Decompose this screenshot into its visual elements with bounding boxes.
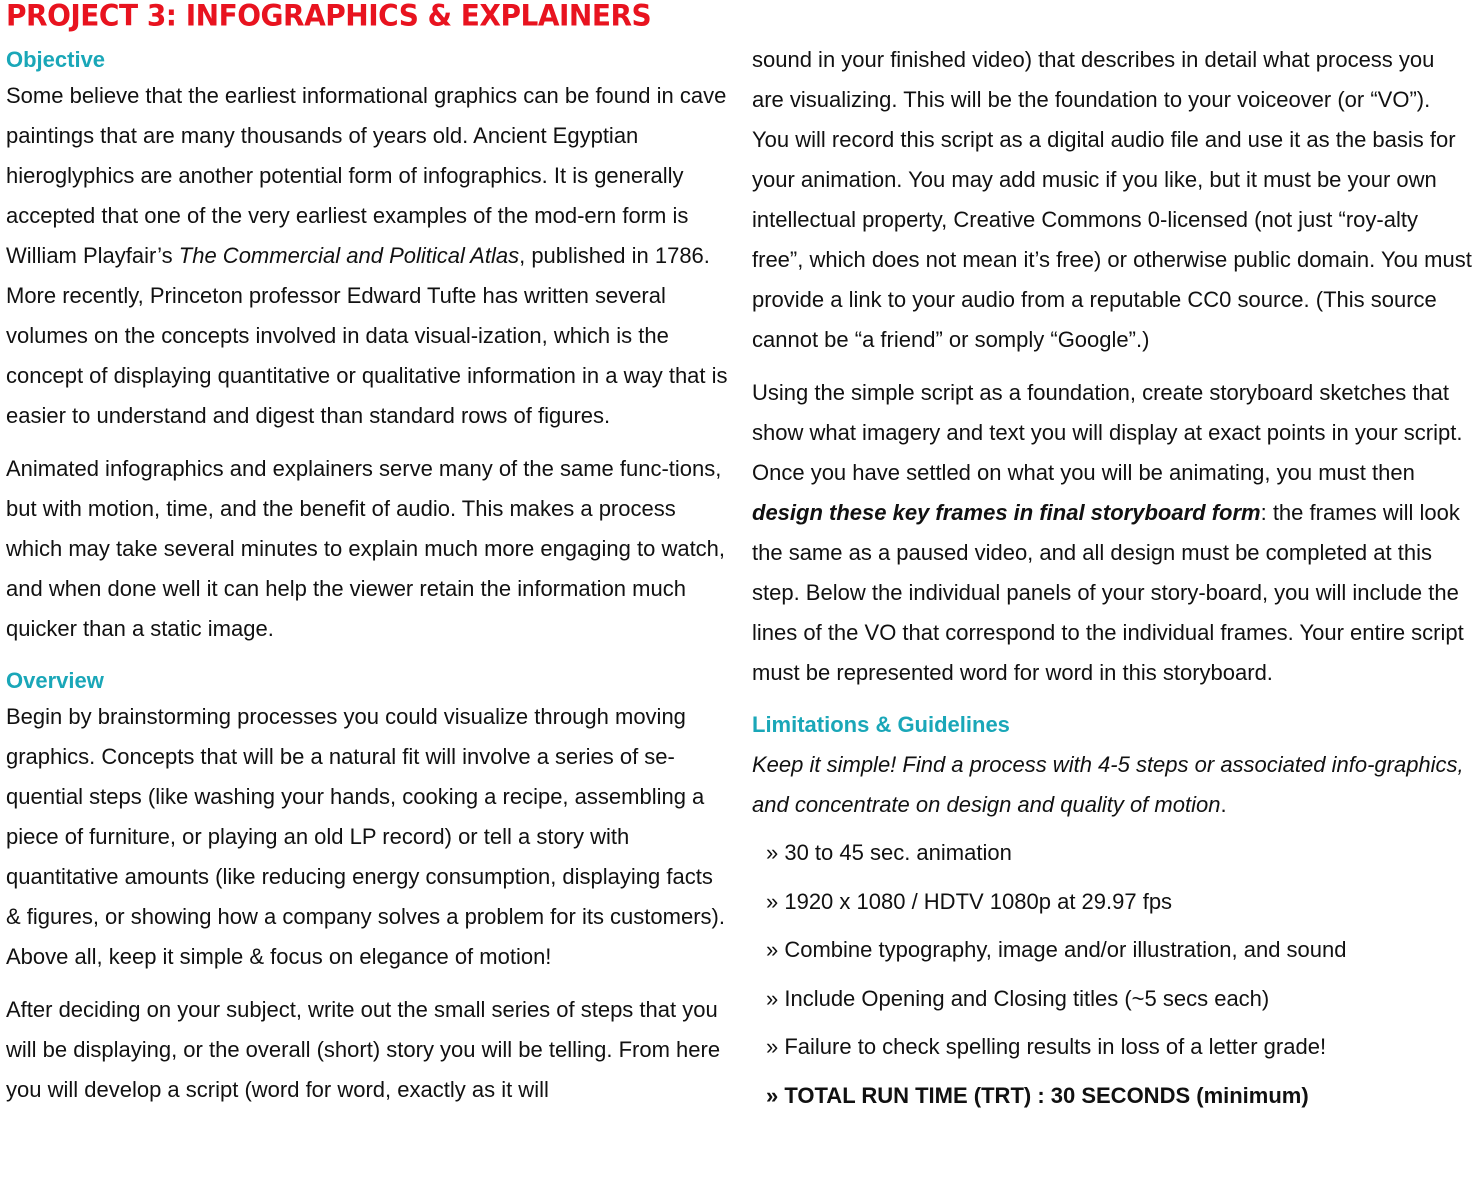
list-item: » 30 to 45 sec. animation bbox=[766, 840, 1012, 865]
limitations-intro bbox=[752, 745, 1472, 825]
objective-p1-text-end: , published in 1786. More recently, Princeton professor Edward Tufte has written several volumes on the concepts involved in data visual-ization, which is the concept of displaying quantitative or qualitative information in a way that is easier to understand and digest than standard rows of figures. bbox=[6, 243, 728, 428]
page-title: PROJECT 3: INFOGRAPHICS & EXPLAINERS bbox=[6, 0, 652, 33]
overview-paragraph-3 bbox=[752, 373, 1472, 693]
limitations-intro-period: . bbox=[1220, 792, 1227, 817]
objective-paragraph-2: Animated infographics and explainers serve many of the same func-tions, but with motion, time, and the benefit of audio. This makes a process which may take several minutes to explain much more engaging to watch, and when done well it can help the viewer retain the information much quicker than a static image. bbox=[6, 456, 726, 641]
overview-heading: Overview bbox=[6, 668, 104, 693]
overview-paragraph-2: After deciding on your subject, write out the small series of steps that you will be displaying, or the overall (short) story you will be telling. From here you will develop a script (word for word, exactly as it will bbox=[6, 997, 721, 1102]
objective-heading: Objective bbox=[6, 47, 106, 72]
overview-paragraph-2-continued: sound in your finished video) that describes in detail what process you are visualizing. This will be the foundation to your voiceover (or “VO”). You will record this script as a digital audio file and use it as the basis for your animation. You may add music if you like, but it must be your own intellectual property, Creative Commons 0-licensed (not just “roy-alty free”, which does not mean it’s free) or otherwise public domain. You must provide a link to your audio from a reputable CC0 source. (This source cannot be “a friend” or somply “Google”.) bbox=[752, 47, 1472, 352]
atlas-title: The Commercial and Political Atlas bbox=[178, 243, 520, 268]
objective-p1-text: Some believe that the earliest informational graphics can be found in cave paintings that are many thousands of years old. Ancient Egyptian hieroglyphics are another potential form of infographics. It is generally accepted that one of the very earliest examples of the mod-ern form is William Playfair’s bbox=[6, 83, 727, 268]
limitations-heading: Limitations & Guidelines bbox=[752, 712, 1010, 737]
limitations-intro-text: Keep it simple! Find a process with 4-5 steps or associated info-graphics, and concentrate on design and quality of motion bbox=[752, 752, 1464, 817]
overview-p3-text: Using the simple script as a foundation, create storyboard sketches that show what imagery and text you will display at exact points in your script. Once you have settled on what you will be animating, you must then bbox=[752, 380, 1463, 485]
list-item: » Combine typography, image and/or illustration, and sound bbox=[766, 937, 1347, 962]
list-item-total-run-time: » TOTAL RUN TIME (TRT) : 30 SECONDS (minimum) bbox=[766, 1082, 1309, 1108]
list-item: » Failure to check spelling results in loss of a letter grade! bbox=[766, 1034, 1327, 1059]
list-item: » Include Opening and Closing titles (~5 secs each) bbox=[766, 985, 1270, 1011]
list-item: » 1920 x 1080 / HDTV 1080p at 29.97 fps bbox=[766, 888, 1173, 914]
overview-p3-text-end: : the frames will look the same as a paused video, and all design must be completed at this step. Below the individual panels of your story-board, you will include the lines of the VO that correspond to the individual frames. Your entire script must be represented word for word in this storyboard. bbox=[752, 500, 1464, 685]
requirements-list bbox=[752, 829, 1472, 1120]
right-column bbox=[752, 44, 1472, 1120]
overview-paragraph-1: Begin by brainstorming processes you could visualize through moving graphics. Concepts that will be a natural fit will involve a series of se-quential steps (like washing your hands, cooking a recipe, assembling a piece of furniture, or playing an old LP record) or tell a story with quantitative amounts (like reducing energy consumption, displaying facts & figures, or showing how a company solves a problem for its customers). Above all, keep it simple & focus on elegance of motion! bbox=[6, 704, 725, 969]
left-column bbox=[6, 44, 730, 1123]
objective-paragraph-1 bbox=[6, 76, 730, 436]
storyboard-emphasis: design these key frames in final storyboard form bbox=[752, 500, 1261, 525]
